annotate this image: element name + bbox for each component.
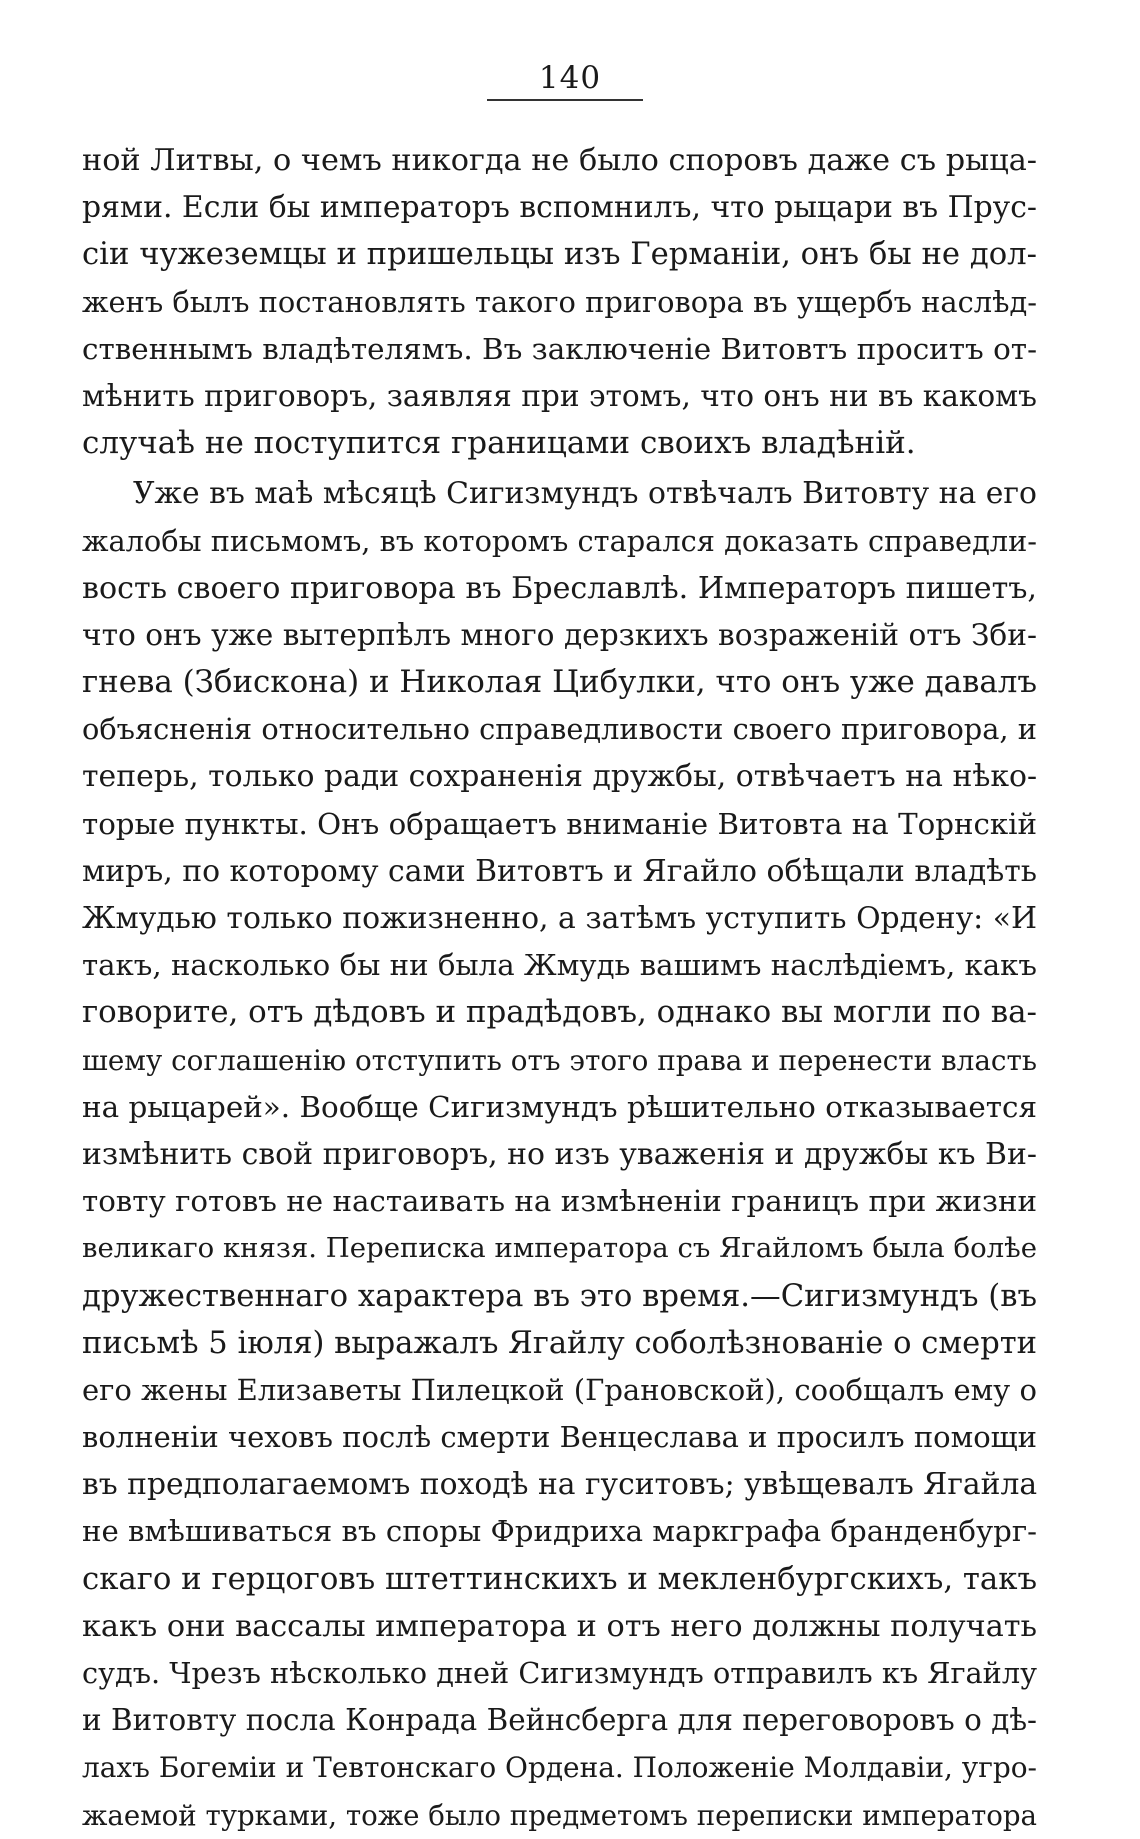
text-line: шему соглашенію отступить отъ этого права и перенести власть	[82, 1043, 1037, 1077]
text-line: судъ. Чрезъ нѣсколько дней Сигизмундъ отправилъ къ Ягайлу	[82, 1656, 1037, 1690]
text-line: теперь, только ради сохраненія дружбы, отвѣчаетъ на нѣко-	[82, 759, 1038, 795]
page-number-rule	[487, 99, 643, 101]
text-line: ственнымъ владѣтелямъ. Въ заключеніе Витовтъ проситъ от-	[82, 331, 1037, 366]
text-line: скаго и герцоговъ штеттинскихъ и мекленбургскихъ, такъ	[82, 1560, 1037, 1597]
text-line: на рыцарей». Вообще Сигизмундъ рѣшительно отказывается	[82, 1089, 1037, 1124]
text-line: не вмѣшиваться въ споры Фридриха маркграфа бранденбург-	[82, 1514, 1038, 1549]
text-line: сіи чужеземцы и пришельцы изъ Германіи, онъ бы не дол-	[82, 237, 1037, 273]
paragraph-1	[82, 137, 1037, 467]
text-line: Уже въ маѣ мѣсяцѣ Сигизмундъ отвѣчалъ Витовту на его	[133, 476, 1037, 512]
text-line: говорите, отъ дѣдовъ и прадѣдовъ, однако вы могли по ва-	[82, 994, 1037, 1031]
text-line: какъ они вассалы императора и отъ него должны получать	[82, 1608, 1038, 1644]
text-line: великаго князя. Переписка императора съ Ягайломъ была болѣе	[82, 1232, 1037, 1265]
text-line: гнева (Збискона) и Николая Цибулки, что онъ уже давалъ	[82, 664, 1037, 701]
text-line: дружественнаго характера въ это время.—Сигизмундъ (въ	[82, 1278, 1037, 1314]
text-line: товту готовъ не настаивать на измѣненіи границъ при жизни	[82, 1184, 1037, 1219]
text-line: волненіи чеховъ послѣ смерти Венцеслава и просилъ помощи	[82, 1420, 1037, 1455]
text-line: ной Литвы, о чемъ никогда не было споровъ даже съ рыца-	[82, 143, 1037, 178]
text-line: лахъ Богеміи и Тевтонскаго Ордена. Положеніе Молдавіи, угро-	[82, 1751, 1037, 1785]
page-number: 140	[538, 60, 602, 96]
text-line: женъ былъ постановлять такого приговора въ ущербъ наслѣд-	[82, 284, 1037, 319]
text-line: измѣнить свой приговоръ, но изъ уваженія и дружбы къ Ви-	[82, 1136, 1037, 1172]
paragraph-2	[82, 470, 1037, 1838]
text-line: вость своего приговора въ Бреславлѣ. Императоръ пишетъ,	[82, 570, 1037, 606]
text-line: жаемой турками, тоже было предметомъ переписки императора	[82, 1798, 1037, 1832]
text-line: случаѣ не поступится границами своихъ владѣній.	[82, 425, 916, 462]
text-line: такъ, насколько бы ни была Жмудь вашимъ наслѣдіемъ, какъ	[82, 948, 1037, 983]
text-line: миръ, по которому сами Витовтъ и Ягайло обѣщали владѣть	[82, 853, 1037, 889]
text-line: письмѣ 5 іюля) выражалъ Ягайлу соболѣзнованіе о смерти	[82, 1325, 1037, 1361]
text-line: мѣнить приговоръ, заявляя при этомъ, что онъ ни въ какомъ	[82, 378, 1037, 413]
text-line: рями. Если бы императоръ вспомнилъ, что рыцари въ Прус-	[82, 190, 1037, 226]
text-line: въ предполагаемомъ походѣ на гуситовъ; увѣщевалъ Ягайла	[82, 1467, 1038, 1503]
text-line: торые пункты. Онъ обращаетъ вниманіе Витовта на Торнскій	[82, 806, 1037, 841]
text-line: объясненія относительно справедливости своего приговора, и	[82, 712, 1037, 747]
text-line: жалобы письмомъ, въ которомъ старался доказать справедли-	[82, 523, 1037, 558]
text-line: что онъ уже вытерпѣлъ много дерзкихъ возраженій отъ Зби-	[82, 617, 1037, 652]
text-line: и Витовту посла Конрада Вейнсберга для переговоровъ о дѣ-	[82, 1703, 1037, 1738]
text-line: Жмудью только пожизненно, а затѣмъ уступить Ордену: «И	[82, 901, 1037, 936]
text-line: его жены Елизаветы Пилецкой (Грановской), сообщалъ ему о	[82, 1372, 1037, 1407]
body-text	[82, 137, 1037, 1839]
